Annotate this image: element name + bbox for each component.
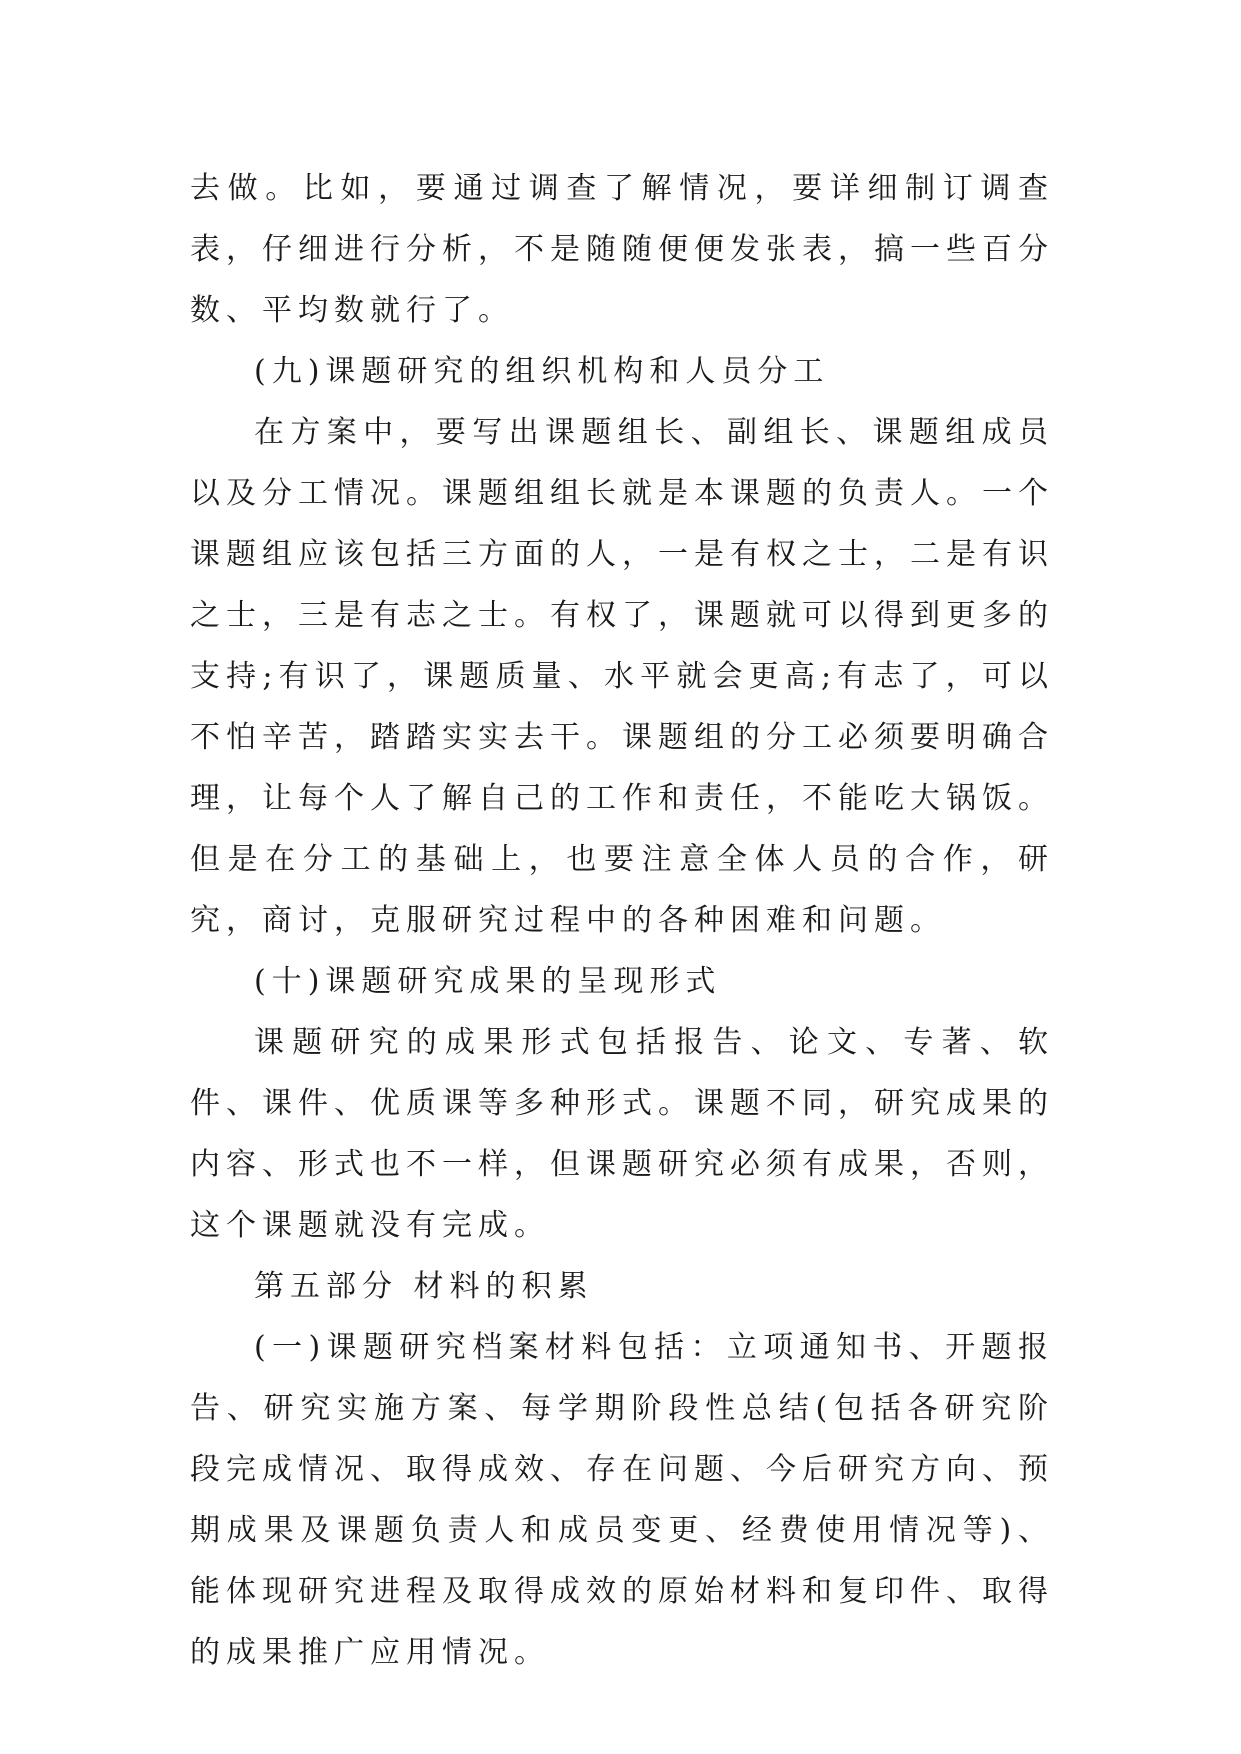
paragraph-archive-materials: (一)课题研究档案材料包括：立项通知书、开题报告、研究实施方案、每学期阶段性总结(包括各研究阶段完成情况、取得成效、存在问题、今后研究方向、预期成果及课题负责人和成员变更、经费使用情况等)、能体现研究进程及取得成效的原始材料和复印件、取得的成果推广应用情况。	[190, 1330, 1054, 1670]
section-heading-part-five: 第五部分 材料的积累	[254, 1269, 594, 1304]
paragraph-results: 课题研究的成果形式包括报告、论文、专著、软件、课件、优质课等多种形式。课题不同，研究成果的内容、形式也不一样，但课题研究必须有成果，否则，这个课题就没有完成。	[190, 1025, 1054, 1243]
section-heading-results: (十)课题研究成果的呈现形式	[254, 964, 722, 999]
paragraph-organization: 在方案中，要写出课题组长、副组长、课题组成员以及分工情况。课题组组长就是本课题的负责人。一个课题组应该包括三方面的人，一是有权之士，二是有识之士，三是有志之士。有权了，课题就可以得到更多的支持;有识了，课题质量、水平就会更高;有志了，可以不怕辛苦，踏踏实实去干。课题组的分工必须要明确合理，让每个人了解自己的工作和责任，不能吃大锅饭。但是在分工的基础上，也要注意全体人员的合作，研究，商讨，克服研究过程中的各种困难和问题。	[190, 415, 1054, 938]
document-body	[190, 158, 1054, 1683]
paragraph-continuation: 去做。比如，要通过调查了解情况，要详细制订调查表，仔细进行分析，不是随随便便发张表，搞一些百分数、平均数就行了。	[190, 171, 1054, 328]
section-heading-organization: (九)课题研究的组织机构和人员分工	[254, 354, 830, 389]
